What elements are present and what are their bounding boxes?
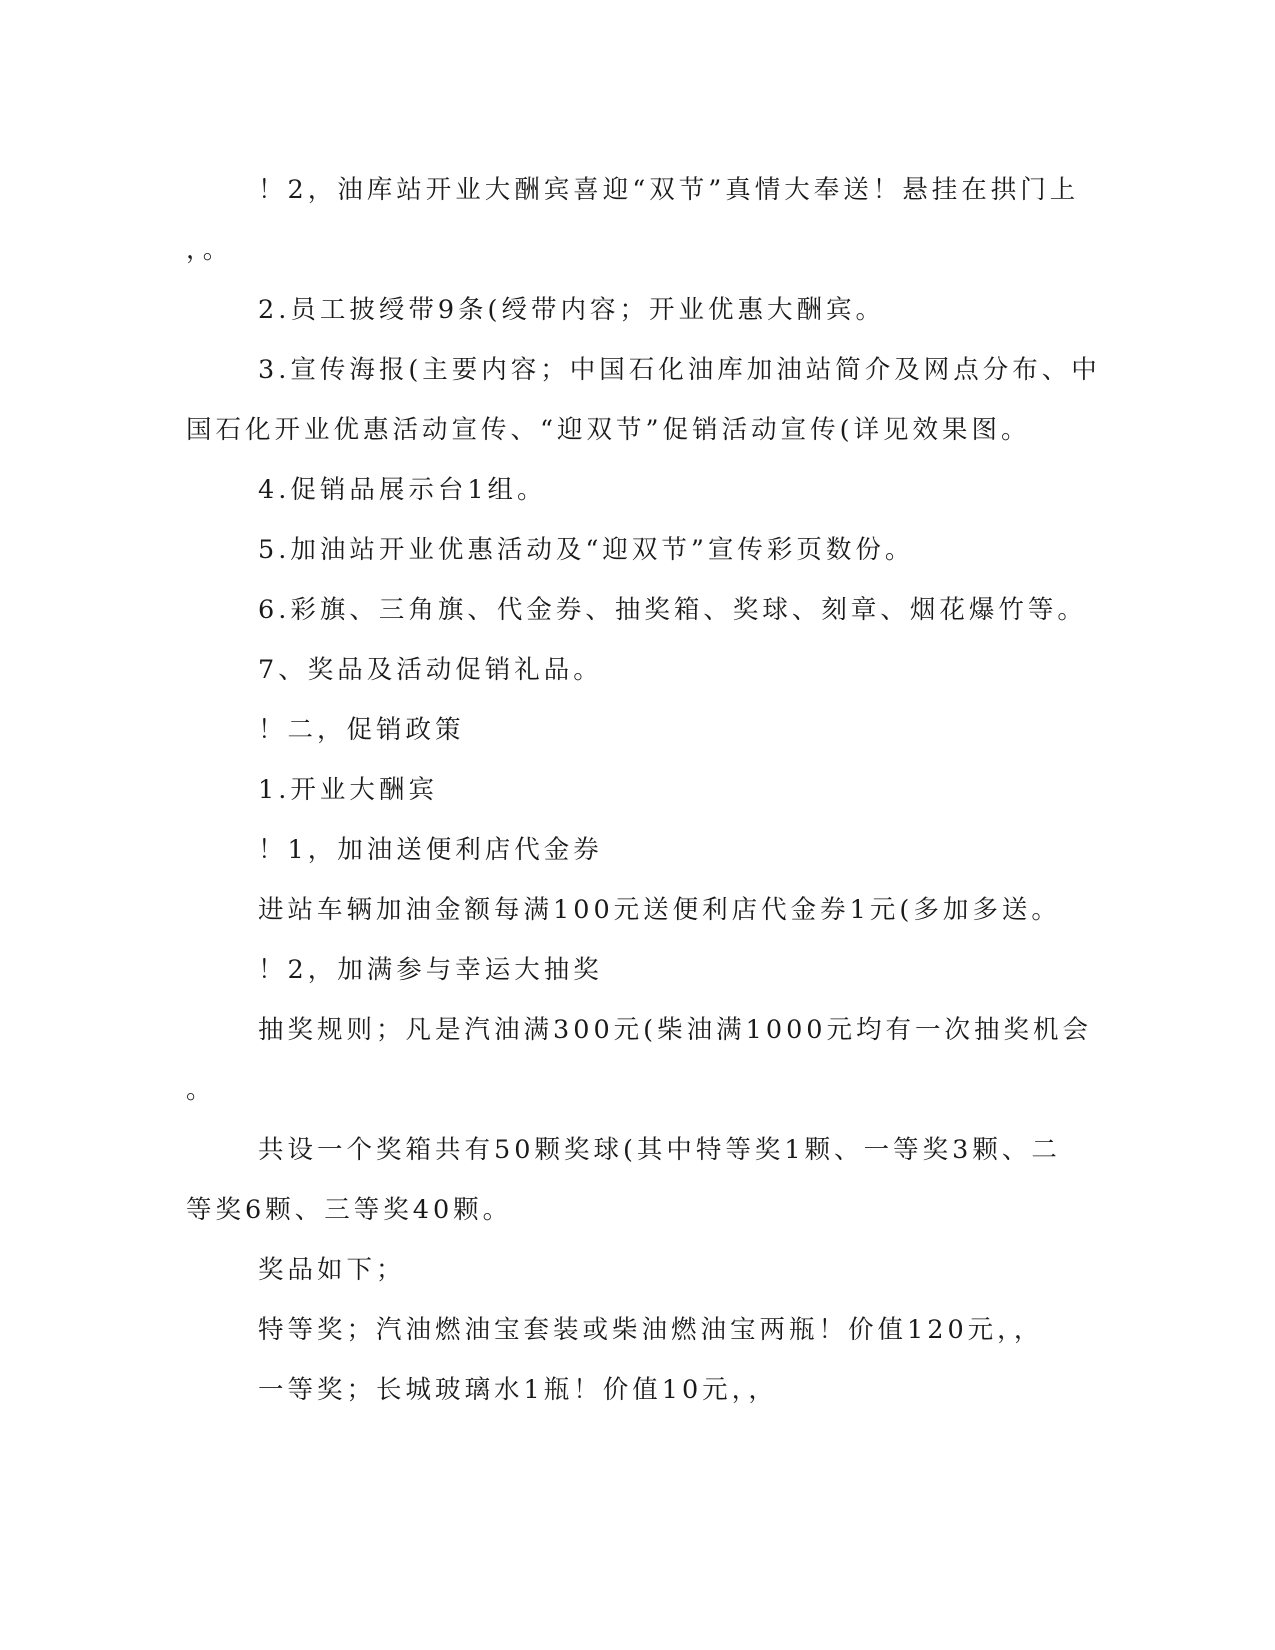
text-line: 进站车辆加油金额每满100元送便利店代金券1元(多加多送。	[258, 895, 1061, 925]
item-heading: ！2，加满参与幸运大抽奖	[258, 955, 603, 985]
section-heading: ！二，促销政策	[258, 715, 465, 745]
text-line: 3.宣传海报(主要内容；中国石化油库加油站简介及网点分布、中	[258, 355, 1101, 385]
text-line: 6.彩旗、三角旗、代金券、抽奖箱、奖球、刻章、烟花爆竹等。	[258, 595, 1087, 625]
body-text	[186, 160, 1101, 1420]
text-line: 特等奖；汽油燃油宝套装或柴油燃油宝两瓶！价值120元，，	[258, 1315, 1044, 1345]
text-line: ！2，油库站开业大酬宾喜迎“双节”真情大奉送！悬挂在拱门上	[258, 175, 1080, 205]
text-line: 。	[186, 1075, 216, 1105]
text-line: 2.员工披绶带9条(绶带内容；开业优惠大酬宾。	[258, 295, 886, 325]
text-line: 共设一个奖箱共有50颗奖球(其中特等奖1颗、一等奖3颗、二	[258, 1135, 1061, 1165]
text-line: ，。	[186, 235, 233, 265]
text-line: 国石化开业优惠活动宣传、“迎双节”促销活动宣传(详见效果图。	[186, 415, 1031, 445]
subsection-heading: 1.开业大酬宾	[258, 775, 438, 805]
text-line: 等奖6颗、三等奖40颗。	[186, 1195, 513, 1225]
text-line: 一等奖；长城玻璃水1瓶！价值10元，，	[258, 1375, 778, 1405]
item-heading: ！1，加油送便利店代金券	[258, 835, 603, 865]
text-line: 奖品如下；	[258, 1255, 406, 1285]
text-line: 4.促销品展示台1组。	[258, 475, 547, 505]
text-line: 7、奖品及活动促销礼品。	[258, 655, 603, 685]
text-line: 抽奖规则；凡是汽油满300元(柴油满1000元均有一次抽奖机会	[258, 1015, 1093, 1045]
text-line: 5.加油站开业优惠活动及“迎双节”宣传彩页数份。	[258, 535, 915, 565]
